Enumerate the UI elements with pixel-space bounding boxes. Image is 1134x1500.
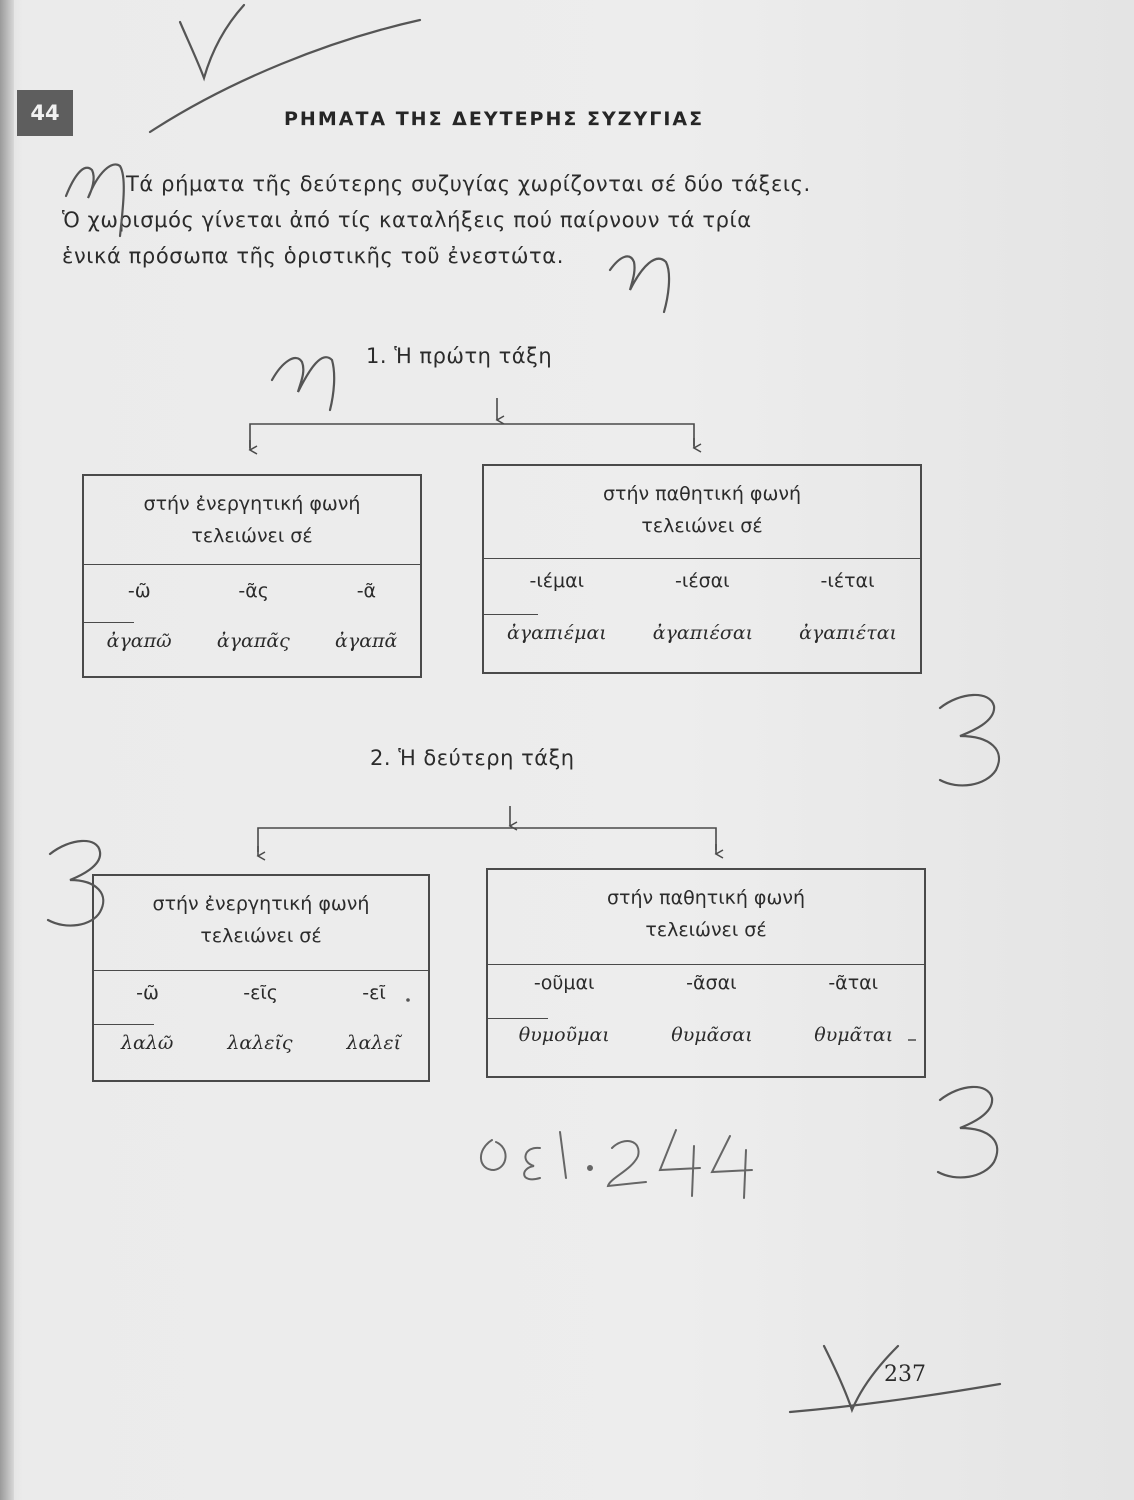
ending: -ιέται <box>820 570 875 592</box>
page-title: ΡΗΜΑΤΑ ΤΗΣ ΔΕΥΤΕΡΗΣ ΣΥΖΥΓΙΑΣ <box>284 108 705 130</box>
section-1-heading: 1. Ἡ πρώτη τάξη <box>366 344 553 368</box>
example-verb: ἀγαπᾶς <box>216 630 290 652</box>
example-verb: λαλῶ <box>120 1032 174 1054</box>
ending: -ᾶσαι <box>686 972 737 994</box>
section-2-branch-arrows <box>258 806 716 856</box>
dot-mark <box>406 998 410 1002</box>
example-verb: ἀγαπιέσαι <box>652 622 754 644</box>
example-verb: ἀγαπῶ <box>106 630 172 652</box>
ending: -ᾶς <box>238 580 269 602</box>
section-2-heading: 2. Ἡ δεύτερη τάξη <box>370 746 575 770</box>
ending: -ιέσαι <box>675 570 730 592</box>
intro-line: Ὁ χωρισμός γίνεται ἀπό τίς καταλήξεις πού παίρνουν τά τρία <box>62 208 752 232</box>
handwritten-note-strokes <box>481 1130 752 1198</box>
box-header-line: τελειώνει σέ <box>641 515 763 537</box>
example-verb: θυμᾶται <box>814 1024 894 1046</box>
box-header-line: στήν παθητική φωνή <box>606 887 806 909</box>
page-number: 237 <box>884 1362 926 1387</box>
ending: -ᾶται <box>828 972 879 994</box>
box-header-line: στήν παθητική φωνή <box>602 483 802 505</box>
box-header-line: τελειώνει σέ <box>645 919 767 941</box>
ending: -ῶ <box>136 982 159 1004</box>
example-verb: ἀγαπᾶ <box>335 630 398 652</box>
check-mark-top <box>150 5 420 132</box>
box-header-line: τελειώνει σέ <box>191 525 313 547</box>
box-header-line: στήν ἐνεργητική φωνή <box>143 493 361 515</box>
handwritten-three-marks <box>48 695 999 1177</box>
handwritten-eta-marks <box>66 164 669 410</box>
box-header-line: στήν ἐνεργητική φωνή <box>152 893 370 915</box>
example-verb: ἀγαπιέται <box>799 622 898 644</box>
ending: -ῶ <box>127 580 151 602</box>
page-badge: 44 <box>17 90 73 136</box>
intro-line: Τά ρήματα τῆς δεύτερης συζυγίας χωρίζονται σέ δύο τάξεις. <box>126 172 811 196</box>
example-verb: θυμᾶσαι <box>671 1024 753 1046</box>
section-1-branch-arrows <box>250 398 694 450</box>
ending: -ᾶ <box>356 580 377 602</box>
example-verb: λαλεῖς <box>227 1032 293 1054</box>
example-verb: λαλεῖ <box>346 1032 402 1054</box>
intro-line: ἑνικά πρόσωπα τῆς ὁριστικῆς τοῦ ἐνεστώτα. <box>62 244 564 268</box>
example-verb: ἀγαπιέμαι <box>506 622 607 644</box>
ending: -οῦμαι <box>533 972 595 994</box>
box-header-line: τελειώνει σέ <box>200 925 322 947</box>
ending: -εῖ <box>362 982 386 1004</box>
ending: -εῖς <box>243 982 278 1004</box>
example-verb: θυμοῦμαι <box>518 1024 610 1046</box>
ending: -ιέμαι <box>529 570 585 592</box>
